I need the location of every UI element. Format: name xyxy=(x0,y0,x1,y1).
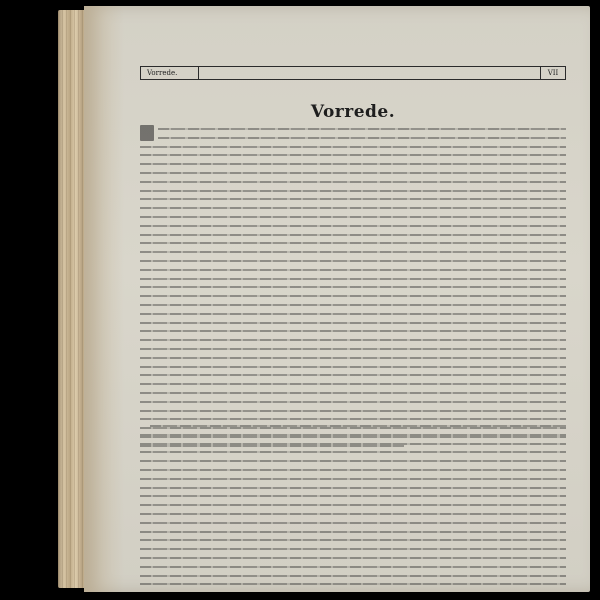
running-header-rule xyxy=(199,67,540,79)
page-heading: Vorrede. xyxy=(310,102,396,122)
running-header-section: Vorrede. xyxy=(141,67,199,79)
paragraph-1 xyxy=(140,128,566,453)
book-page xyxy=(84,6,590,592)
running-header xyxy=(140,66,566,80)
page-number: VII xyxy=(540,67,565,79)
paragraph-2 xyxy=(140,425,566,592)
